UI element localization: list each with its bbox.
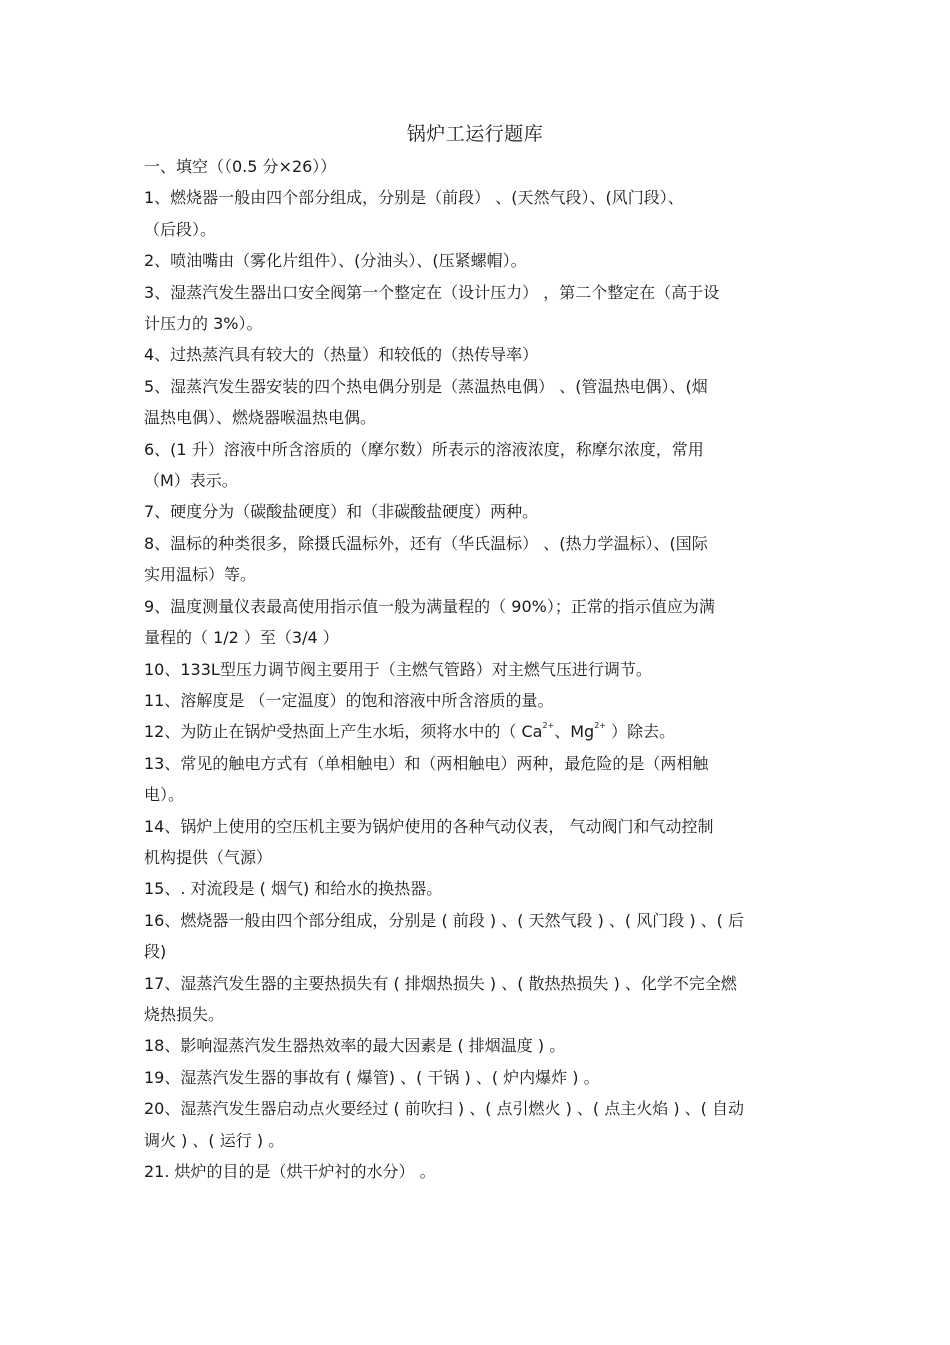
question-line: 6、(1 升）溶液中所含溶质的（摩尔数）所表示的溶液浓度，称摩尔浓度，常用 [144, 439, 704, 459]
question-line: 16、燃烧器一般由四个部分组成，分别是 ( 前段 ) 、( 天然气段 ) 、( 风门段 ) 、( 后 [144, 910, 745, 930]
question-line: 21. 烘炉的目的是（烘干炉衬的水分） 。 [144, 1162, 436, 1181]
question-line: 温热电偶）、燃烧器喉温热电偶。 [144, 408, 377, 428]
question-line: 实用温标）等。 [144, 565, 257, 585]
question-line: 烧热损失。 [144, 1004, 225, 1024]
question-line: 调火 ) 、( 运行 ) 。 [144, 1130, 285, 1150]
question-line: 段) [144, 942, 167, 962]
question-line: 9、温度测量仪表最高使用指示值一般为满量程的（ 90%）；正常的指示值应为满 [144, 596, 715, 616]
question-line: 18、影响湿蒸汽发生器热效率的最大因素是 ( 排烟温度 ) 。 [144, 1036, 566, 1056]
section-heading: 一、填空（（0.5 分×26）） [144, 157, 337, 176]
question-line: 5、湿蒸汽发生器安装的四个热电偶分别是（蒸温热电偶） 、(管温热电偶）、(烟 [144, 376, 708, 396]
question-line: 7、硬度分为（碳酸盐硬度）和（非碳酸盐硬度）两种。 [144, 502, 539, 522]
question-content [144, 151, 809, 1187]
question-line: 15、. 对流段是 ( 烟气) 和给水的换热器。 [144, 879, 443, 899]
question-line: （M）表示。 [144, 471, 238, 491]
line12-sup1: 2+ [542, 721, 555, 731]
line12-sup2: 2+ [594, 721, 606, 731]
question-line: 3、湿蒸汽发生器出口安全阀第一个整定在（设计压力） ，第二个整定在（高于设 [144, 282, 720, 302]
line12-head: 12、为防止在锅炉受热面上产生水垢，须将水中的（ Ca [144, 722, 543, 742]
question-line: 量程的（ 1/2 ）至（3/4 ） [144, 628, 339, 648]
question-line: 4、过热蒸汽具有较大的（热量）和较低的（热传导率） [144, 345, 539, 365]
question-line: （后段）。 [144, 219, 217, 239]
question-line: 电）。 [144, 785, 185, 805]
question-line: 13、常见的触电方式有（单相触电）和（两相触电）两种，最危险的是（两相触 [144, 753, 709, 773]
page-title: 锅炉工运行题库 [406, 123, 544, 145]
line12-tail: ）除去。 [606, 722, 676, 742]
question-line: 10、133L型压力调节阀主要用于（主燃气管路）对主燃气压进行调节。 [144, 659, 652, 679]
question-line: 计压力的 3%）。 [144, 314, 263, 334]
question-line: 20、湿蒸汽发生器启动点火要经过 ( 前吹扫 ) 、( 点引燃火 ) 、( 点主火焰 ) 、( 自动 [144, 1099, 745, 1119]
question-line: 2、喷油嘴由（雾化片组件）、(分油头）、(压紧螺帽）。 [144, 251, 527, 271]
question-line: 11、溶解度是 （一定温度）的饱和溶液中所含溶质的量。 [144, 690, 554, 710]
question-line: 19、湿蒸汽发生器的事故有 ( 爆管) 、( 干锅 ) 、( 炉内爆炸 ) 。 [144, 1067, 600, 1087]
line12-mid: 、Mg [554, 722, 595, 742]
question-line: 机构提供（气源） [144, 847, 273, 867]
question-line-12 [144, 716, 809, 747]
question-line: 14、锅炉上使用的空压机主要为锅炉使用的各种气动仪表， 气动阀门和气动控制 [144, 816, 714, 836]
question-line: 1、燃烧器一般由四个部分组成，分别是（前段） 、(天然气段）、(风门段）、 [144, 188, 684, 208]
question-line: 17、湿蒸汽发生器的主要热损失有 ( 排烟热损失 ) 、( 散热热损失 ) 、化学不完全燃 [144, 973, 737, 993]
question-line: 8、温标的种类很多，除摄氏温标外，还有（华氏温标） 、(热力学温标）、(国际 [144, 533, 708, 553]
